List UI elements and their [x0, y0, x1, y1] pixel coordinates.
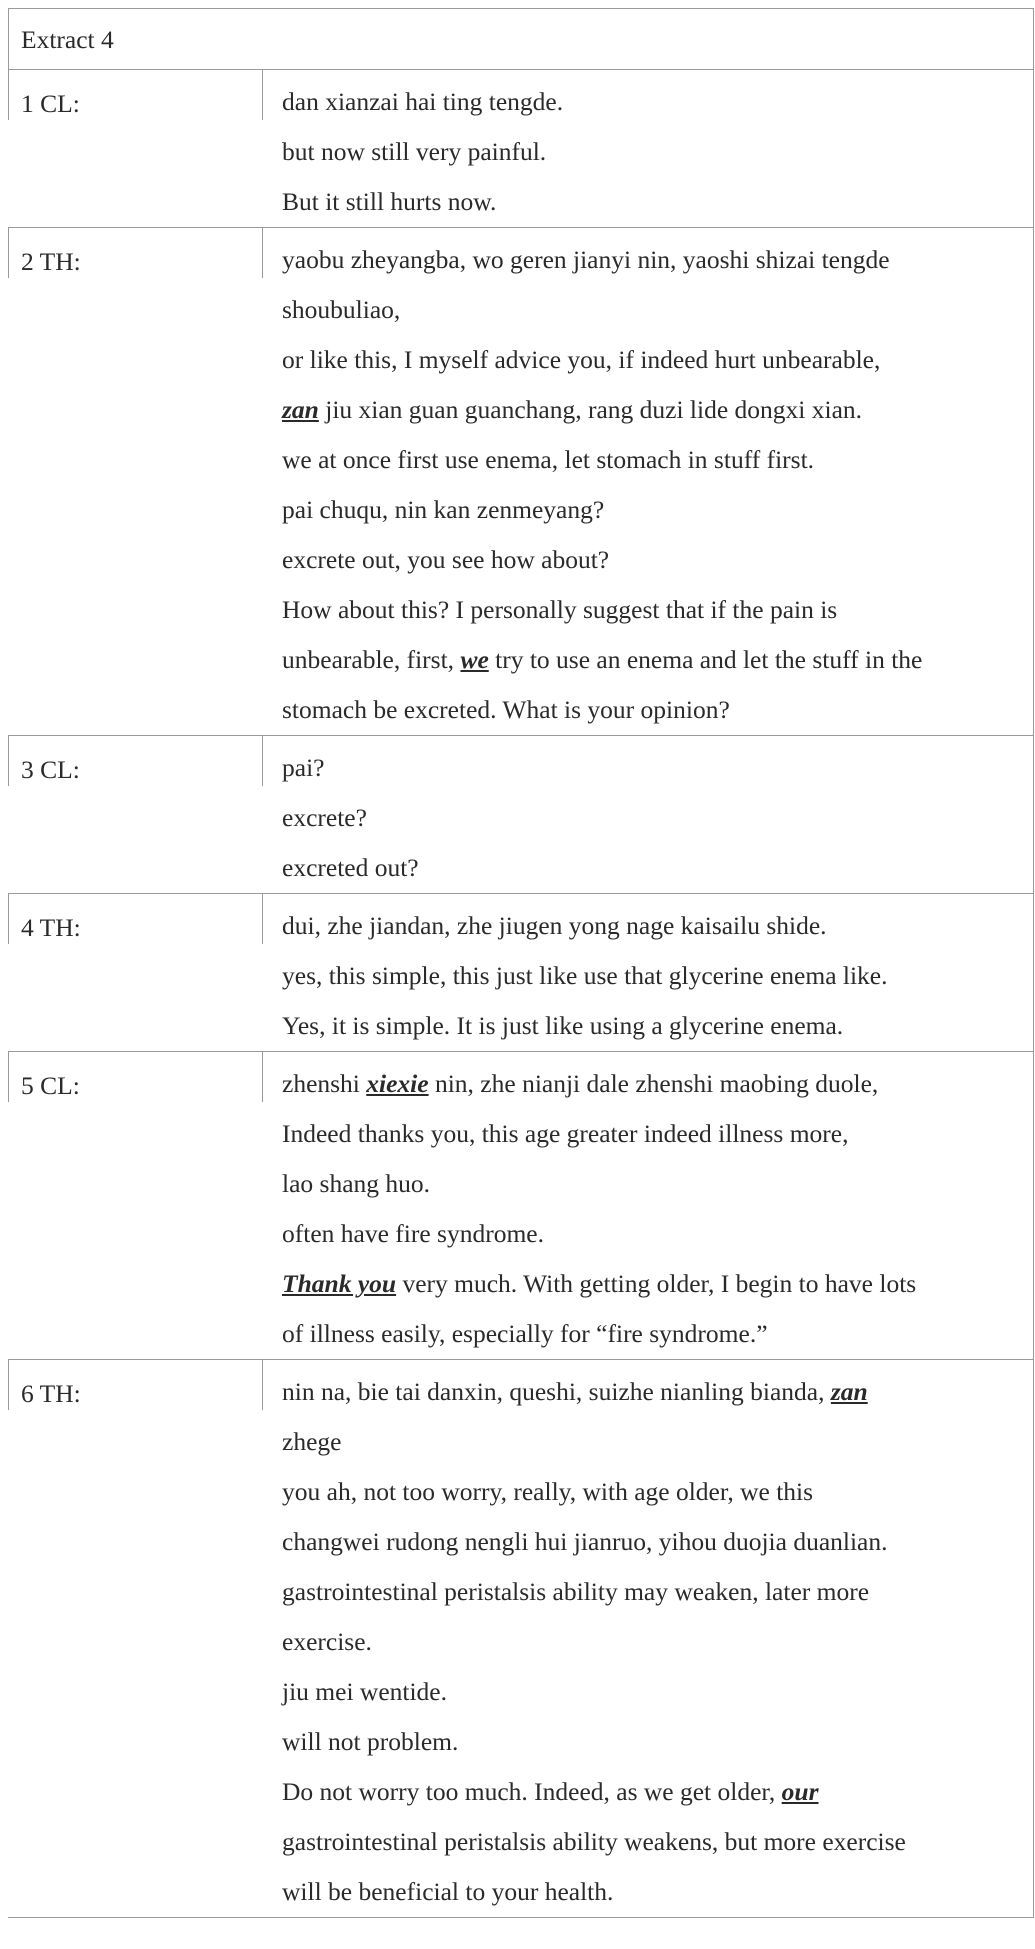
line-text: Yes, it is simple. It is just like using a glycerine enema. — [282, 1011, 844, 1040]
utterance-line — [282, 77, 1025, 127]
speaker-label: 2 TH: — [8, 228, 263, 278]
utterance-line — [282, 1617, 1025, 1667]
line-text: gastrointestinal peristalsis ability may weaken, later more — [282, 1577, 870, 1606]
utterance-cell — [263, 1360, 1034, 1917]
utterance-line — [282, 585, 1025, 635]
line-text: How about this? I personally suggest that if the pain is — [282, 595, 838, 624]
line-text: zhenshi — [282, 1069, 367, 1098]
utterance-line — [282, 1667, 1025, 1717]
line-text: often have fire syndrome. — [282, 1219, 544, 1248]
table-row — [8, 735, 1034, 893]
utterance-line — [282, 1059, 1025, 1109]
utterance-line — [282, 843, 1025, 893]
line-text: will not problem. — [282, 1727, 459, 1756]
line-text: try to use an enema and let the stuff in the — [488, 645, 923, 674]
table-row — [8, 893, 1034, 1051]
utterance-line — [282, 335, 1025, 385]
table-row — [8, 69, 1034, 227]
utterance-line — [282, 901, 1025, 951]
utterance-line — [282, 1417, 1025, 1467]
emphasized-word: our — [781, 1777, 819, 1806]
utterance-line — [282, 535, 1025, 585]
speaker-label: 3 CL: — [8, 736, 263, 786]
line-text: dui, zhe jiandan, zhe jiugen yong nage kaisailu shide. — [282, 911, 827, 940]
line-text: jiu mei wentide. — [282, 1677, 448, 1706]
table-row — [8, 1051, 1034, 1359]
utterance-line — [282, 435, 1025, 485]
speaker-label: 4 TH: — [8, 894, 263, 944]
table-row — [8, 227, 1034, 735]
utterance-line — [282, 1817, 1025, 1867]
table-title: Extract 4 — [8, 8, 1034, 69]
utterance-cell — [263, 70, 1034, 227]
utterance-cell — [263, 228, 1034, 735]
emphasized-word: we — [460, 645, 489, 674]
line-text: we at once first use enema, let stomach in stuff first. — [282, 445, 815, 474]
speaker-label: 6 TH: — [8, 1360, 263, 1410]
utterance-cell — [263, 736, 1034, 893]
utterance-line — [282, 285, 1025, 335]
emphasized-word: zan — [830, 1377, 868, 1406]
line-text: yaobu zheyangba, wo geren jianyi nin, yaoshi shizai tengde — [282, 245, 890, 274]
line-text: exercise. — [282, 1627, 372, 1656]
utterance-line — [282, 177, 1025, 227]
speaker-label: 1 CL: — [8, 70, 263, 120]
utterance-line — [282, 385, 1025, 435]
utterance-line — [282, 1767, 1025, 1817]
utterance-line — [282, 635, 1025, 685]
utterance-line — [282, 1001, 1025, 1051]
utterance-line — [282, 1717, 1025, 1767]
utterance-line — [282, 1309, 1025, 1359]
line-text: jiu xian guan guanchang, rang duzi lide dongxi xian. — [318, 395, 863, 424]
line-text: nin na, bie tai danxin, queshi, suizhe nianling bianda, — [282, 1377, 831, 1406]
line-text: Do not worry too much. Indeed, as we get older, — [282, 1777, 782, 1806]
utterance-line — [282, 793, 1025, 843]
speaker-label: 5 CL: — [8, 1052, 263, 1102]
line-text: dan xianzai hai ting tengde. — [282, 87, 564, 116]
utterance-line — [282, 1367, 1025, 1417]
utterance-cell — [263, 894, 1034, 1051]
table-row — [8, 1359, 1034, 1918]
emphasized-word: xiexie — [366, 1069, 429, 1098]
line-text: yes, this simple, this just like use that glycerine enema like. — [282, 961, 888, 990]
line-text: changwei rudong nengli hui jianruo, yihou duojia duanlian. — [282, 1527, 888, 1556]
utterance-line — [282, 235, 1025, 285]
utterance-line — [282, 1159, 1025, 1209]
utterance-line — [282, 951, 1025, 1001]
line-text: unbearable, first, — [282, 645, 461, 674]
line-text: excrete out, you see how about? — [282, 545, 610, 574]
utterance-line — [282, 1867, 1025, 1917]
utterance-line — [282, 743, 1025, 793]
utterance-line — [282, 127, 1025, 177]
extract-table — [8, 8, 1034, 1918]
utterance-line — [282, 1259, 1025, 1309]
line-text: gastrointestinal peristalsis ability weakens, but more exercise — [282, 1827, 906, 1856]
line-text: lao shang huo. — [282, 1169, 431, 1198]
utterance-line — [282, 1567, 1025, 1617]
line-text: But it still hurts now. — [282, 187, 497, 216]
line-text: stomach be excreted. What is your opinion? — [282, 695, 730, 724]
utterance-line — [282, 1517, 1025, 1567]
line-text: of illness easily, especially for “fire syndrome.” — [282, 1319, 768, 1348]
emphasized-word: zan — [282, 395, 319, 424]
line-text: shoubuliao, — [282, 295, 401, 324]
line-text: Indeed thanks you, this age greater indeed illness more, — [282, 1119, 849, 1148]
emphasized-word: Thank you — [282, 1269, 397, 1298]
utterance-line — [282, 1467, 1025, 1517]
utterance-line — [282, 685, 1025, 735]
line-text: or like this, I myself advice you, if indeed hurt unbearable, — [282, 345, 881, 374]
line-text: but now still very painful. — [282, 137, 547, 166]
utterance-line — [282, 1109, 1025, 1159]
transcript-rows — [8, 69, 1034, 1918]
line-text: nin, zhe nianji dale zhenshi maobing duole, — [428, 1069, 879, 1098]
utterance-cell — [263, 1052, 1034, 1359]
line-text: zhege — [282, 1427, 342, 1456]
line-text: pai? — [282, 753, 325, 782]
line-text: excrete? — [282, 803, 367, 832]
line-text: will be beneficial to your health. — [282, 1877, 614, 1906]
line-text: pai chuqu, nin kan zenmeyang? — [282, 495, 605, 524]
utterance-line — [282, 485, 1025, 535]
line-text: excreted out? — [282, 853, 419, 882]
line-text: you ah, not too worry, really, with age older, we this — [282, 1477, 814, 1506]
utterance-line — [282, 1209, 1025, 1259]
line-text: very much. With getting older, I begin to have lots — [396, 1269, 917, 1298]
